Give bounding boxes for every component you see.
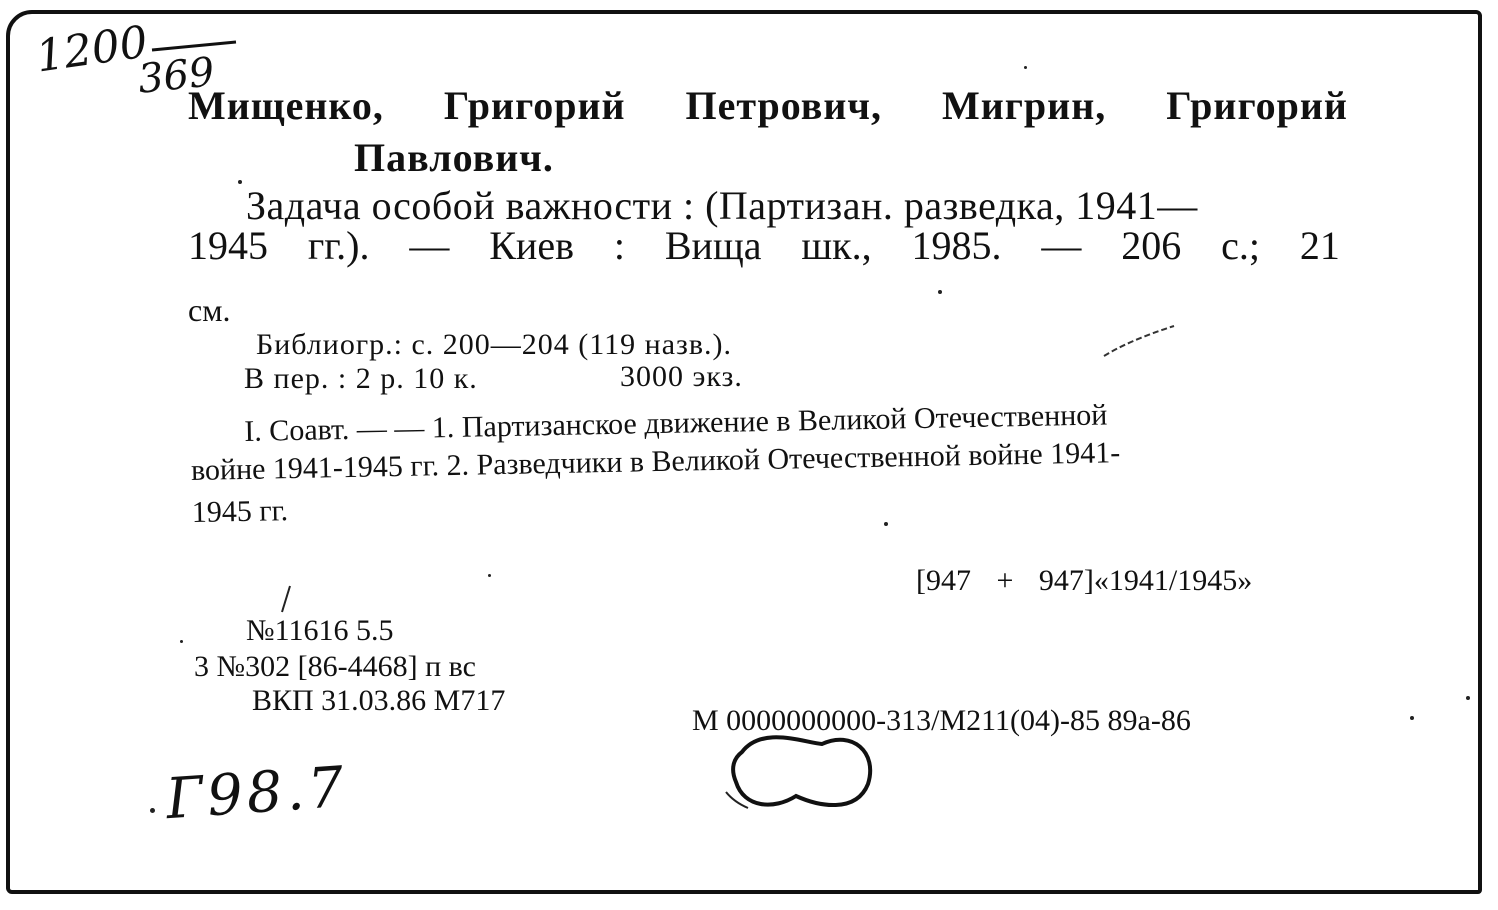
author-word: Григорий xyxy=(443,83,626,128)
title-word: шк., xyxy=(801,223,872,268)
isbn-code: М 0000000000-313/М211(04)-85 89а-86 xyxy=(692,704,1191,737)
title-word: Киев xyxy=(489,223,574,268)
scan-speck xyxy=(488,574,491,577)
scan-speck xyxy=(938,290,942,294)
handwritten-call-number-top: 1200 xyxy=(32,16,151,83)
pen-mark xyxy=(276,584,296,614)
scan-speck xyxy=(1024,66,1027,69)
title-line-2 xyxy=(188,223,1340,268)
author-word: Мигрин, xyxy=(941,83,1107,128)
vkp-number: ВКП 31.03.86 М717 xyxy=(252,684,506,717)
author-heading xyxy=(188,83,1348,128)
scan-speck xyxy=(1466,696,1470,700)
subject-line-2: войне 1941-1945 гг. 2. Разведчики в Великой Отечественной войне 1941- xyxy=(190,436,1121,487)
author-continuation: Павлович. xyxy=(354,135,554,180)
title-word: гг.). xyxy=(307,223,370,268)
title-word: 206 xyxy=(1121,223,1182,268)
scan-speck xyxy=(1410,716,1414,720)
scan-speck xyxy=(180,640,183,643)
author-word: Григорий xyxy=(1166,83,1348,128)
scan-speck xyxy=(238,180,242,184)
title-word: Вища xyxy=(664,223,762,268)
author-word: Мищенко, xyxy=(188,83,384,128)
copies-note: 3000 экз. xyxy=(620,360,743,393)
title-word: : xyxy=(613,223,625,268)
title-word: — xyxy=(409,223,450,268)
title-word: 1945 xyxy=(188,223,268,268)
bibliography-note: Библиогр.: с. 200—204 (119 назв.). xyxy=(256,328,733,361)
pen-stroke xyxy=(1100,322,1180,362)
subject-line-1: I. Соавт. — — 1. Партизанское движение в Великой Отечественной xyxy=(243,398,1108,448)
order-number: 3 №302 [86-4468] п вс xyxy=(194,650,476,683)
handwritten-call-number-bottom: 369 xyxy=(135,49,217,103)
title-line-1: Задача особой важности : (Партизан. разведка, 1941— xyxy=(246,183,1198,228)
classification-code: [947 + 947]«1941/1945» xyxy=(916,564,1253,597)
title-word: 21 xyxy=(1299,223,1340,268)
ink-stamp-mark xyxy=(722,722,882,822)
scan-speck xyxy=(884,522,888,526)
subject-line-3: 1945 гг. xyxy=(191,494,289,529)
catalog-number: №11616 5.5 xyxy=(246,614,394,647)
handwritten-classification: Г98.7 xyxy=(163,754,350,833)
author-word: Петрович, xyxy=(685,83,882,128)
price-binding-note: В пер. : 2 р. 10 к. xyxy=(244,362,478,395)
title-word: с.; xyxy=(1221,223,1260,268)
title-word: 1985. xyxy=(911,223,1002,268)
scan-speck xyxy=(150,808,155,813)
title-word: — xyxy=(1041,223,1082,268)
title-line-3: см. xyxy=(188,292,231,328)
